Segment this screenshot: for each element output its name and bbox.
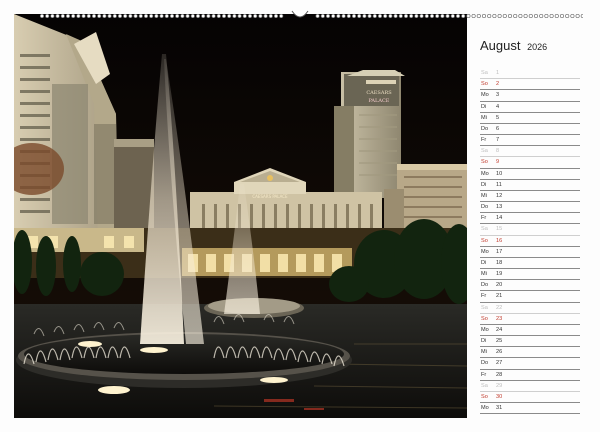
binding-hole bbox=[160, 14, 163, 17]
binding-hole bbox=[51, 14, 54, 17]
day-row bbox=[480, 124, 580, 135]
binding-hole bbox=[207, 14, 210, 17]
weekday-label: So bbox=[481, 237, 488, 244]
binding-hole bbox=[456, 14, 459, 17]
binding-hole bbox=[170, 14, 173, 17]
weekday-label: Mi bbox=[481, 271, 487, 278]
weekday-label: Di bbox=[481, 181, 487, 188]
binding-hole bbox=[134, 14, 137, 17]
binding-hole bbox=[46, 14, 49, 17]
binding-hole bbox=[534, 14, 537, 17]
binding-hole bbox=[519, 14, 522, 17]
weekday-label: Di bbox=[481, 338, 487, 345]
binding-hole bbox=[191, 14, 194, 17]
binding-hole bbox=[384, 14, 387, 17]
binding-hole bbox=[118, 14, 121, 17]
binding-hole bbox=[228, 14, 231, 17]
day-number: 14 bbox=[496, 215, 503, 222]
weekday-label: Mi bbox=[481, 349, 487, 356]
binding-hole bbox=[72, 14, 75, 17]
day-row bbox=[480, 314, 580, 325]
binding-hole bbox=[540, 14, 543, 17]
day-row bbox=[480, 392, 580, 403]
day-number: 16 bbox=[496, 237, 503, 244]
binding-hole bbox=[368, 14, 371, 17]
tower-sign-line1: CAESARS bbox=[366, 90, 392, 96]
weekday-label: Sa bbox=[481, 304, 488, 311]
calendar-panel bbox=[474, 30, 586, 420]
binding-hole bbox=[243, 14, 246, 17]
binding-hole bbox=[326, 14, 329, 17]
binding-hole bbox=[425, 14, 428, 17]
day-row bbox=[480, 224, 580, 235]
day-number: 23 bbox=[496, 315, 503, 322]
day-number: 18 bbox=[496, 259, 503, 266]
day-number: 24 bbox=[496, 326, 503, 333]
binding-hole bbox=[165, 14, 168, 17]
weekday-label: Mo bbox=[481, 92, 489, 99]
day-row bbox=[480, 157, 580, 168]
binding-hole bbox=[274, 14, 277, 17]
day-number: 21 bbox=[496, 293, 503, 300]
binding-hole bbox=[378, 14, 381, 17]
day-number: 1 bbox=[496, 70, 500, 76]
binding-hole bbox=[410, 14, 413, 17]
day-row bbox=[480, 202, 580, 213]
weekday-label: Mo bbox=[481, 170, 489, 177]
binding-hole bbox=[462, 14, 465, 17]
day-row bbox=[480, 358, 580, 369]
weekday-label: Do bbox=[481, 282, 489, 289]
binding-hole bbox=[576, 14, 579, 17]
day-row bbox=[480, 347, 580, 358]
weekday-label: Sa bbox=[481, 226, 488, 233]
binding-hole bbox=[493, 14, 496, 17]
day-row bbox=[480, 90, 580, 101]
binding-hole bbox=[394, 14, 397, 17]
binding-hole bbox=[550, 14, 553, 17]
binding-hole bbox=[139, 14, 142, 17]
day-row bbox=[480, 135, 580, 146]
day-number: 31 bbox=[496, 405, 503, 412]
day-number: 6 bbox=[496, 125, 500, 132]
binding-hole bbox=[581, 14, 583, 17]
day-number: 10 bbox=[496, 170, 503, 177]
weekday-label: Sa bbox=[481, 148, 488, 155]
binding-hole bbox=[113, 14, 116, 17]
weekday-label: Mo bbox=[481, 326, 489, 333]
weekday-label: So bbox=[481, 315, 488, 322]
day-row bbox=[480, 370, 580, 381]
day-number: 30 bbox=[496, 393, 503, 400]
weekday-label: So bbox=[481, 159, 488, 166]
binding-hole bbox=[144, 14, 147, 17]
day-list bbox=[480, 68, 580, 414]
binding-hole bbox=[66, 14, 69, 17]
binding-hole bbox=[259, 14, 262, 17]
day-row bbox=[480, 213, 580, 224]
binding-hole bbox=[467, 14, 470, 17]
day-row bbox=[480, 247, 580, 258]
day-row bbox=[480, 258, 580, 269]
binding-hole bbox=[352, 14, 355, 17]
day-row bbox=[480, 236, 580, 247]
spiral-binding bbox=[38, 12, 583, 20]
day-number: 11 bbox=[496, 181, 502, 188]
binding-hole bbox=[529, 14, 532, 17]
weekday-label: Mi bbox=[481, 192, 487, 199]
day-row bbox=[480, 113, 580, 124]
binding-hole bbox=[472, 14, 475, 17]
day-number: 26 bbox=[496, 349, 503, 356]
binding-hole bbox=[389, 14, 392, 17]
binding-hole bbox=[451, 14, 454, 17]
day-number: 13 bbox=[496, 204, 503, 211]
day-number: 3 bbox=[496, 92, 500, 99]
binding-hole bbox=[98, 14, 101, 17]
binding-hole bbox=[332, 14, 335, 17]
day-number: 19 bbox=[496, 271, 503, 278]
weekday-label: Sa bbox=[481, 382, 488, 389]
day-row bbox=[480, 79, 580, 90]
binding-hole bbox=[92, 14, 95, 17]
binding-hole bbox=[196, 14, 199, 17]
binding-hole bbox=[280, 14, 283, 17]
day-row bbox=[480, 336, 580, 347]
weekday-label: Fr bbox=[481, 137, 487, 144]
binding-hole bbox=[233, 14, 236, 17]
binding-hole bbox=[248, 14, 251, 17]
binding-hole bbox=[430, 14, 433, 17]
weekday-label: Di bbox=[481, 103, 487, 110]
binding-hole bbox=[373, 14, 376, 17]
binding-hole bbox=[202, 14, 205, 17]
binding-hole bbox=[150, 14, 153, 17]
day-number: 12 bbox=[496, 192, 503, 199]
weekday-label: Fr bbox=[481, 371, 487, 378]
binding-hole bbox=[503, 14, 506, 17]
weekday-label: So bbox=[481, 393, 488, 400]
binding-hole bbox=[337, 14, 340, 17]
binding-hole bbox=[56, 14, 59, 17]
binding-hole bbox=[363, 14, 366, 17]
binding-hole bbox=[498, 14, 501, 17]
binding-hole bbox=[129, 14, 132, 17]
binding-hole bbox=[566, 14, 569, 17]
binding-hole bbox=[446, 14, 449, 17]
binding-hole bbox=[488, 14, 491, 17]
hanger-hook-icon bbox=[290, 9, 310, 21]
day-row bbox=[480, 102, 580, 113]
binding-hole bbox=[399, 14, 402, 17]
binding-hole bbox=[321, 14, 324, 17]
weekday-label: Do bbox=[481, 125, 489, 132]
day-number: 25 bbox=[496, 338, 503, 345]
day-number: 15 bbox=[496, 226, 503, 233]
binding-hole bbox=[404, 14, 407, 17]
binding-hole bbox=[545, 14, 548, 17]
day-row bbox=[480, 280, 580, 291]
binding-hole bbox=[482, 14, 485, 17]
binding-hole bbox=[82, 14, 85, 17]
binding-hole bbox=[269, 14, 272, 17]
binding-hole bbox=[176, 14, 179, 17]
day-number: 29 bbox=[496, 382, 503, 389]
day-number: 17 bbox=[496, 248, 503, 255]
weekday-label: Do bbox=[481, 360, 489, 367]
binding-hole bbox=[415, 14, 418, 17]
binding-hole bbox=[524, 14, 527, 17]
binding-hole bbox=[347, 14, 350, 17]
day-number: 22 bbox=[496, 304, 503, 311]
binding-hole bbox=[103, 14, 106, 17]
binding-hole bbox=[358, 14, 361, 17]
binding-hole bbox=[316, 14, 319, 17]
day-number: 5 bbox=[496, 114, 500, 121]
caesars-tower bbox=[334, 70, 405, 198]
day-row bbox=[480, 180, 580, 191]
binding-hole bbox=[124, 14, 127, 17]
binding-hole bbox=[181, 14, 184, 17]
binding-hole bbox=[264, 14, 267, 17]
binding-hole bbox=[560, 14, 563, 17]
binding-hole bbox=[222, 14, 225, 17]
binding-hole bbox=[212, 14, 215, 17]
day-number: 7 bbox=[496, 137, 500, 144]
binding-hole bbox=[87, 14, 90, 17]
day-number: 9 bbox=[496, 159, 500, 166]
day-number: 2 bbox=[496, 81, 500, 88]
day-number: 4 bbox=[496, 103, 500, 110]
binding-hole bbox=[186, 14, 189, 17]
binding-hole bbox=[155, 14, 158, 17]
facade-sign: CAESARS PALACE bbox=[252, 194, 288, 199]
binding-hole bbox=[217, 14, 220, 17]
month-name: August bbox=[480, 38, 521, 53]
month-title bbox=[480, 38, 547, 53]
binding-hole bbox=[477, 14, 480, 17]
day-number: 20 bbox=[496, 282, 503, 289]
weekday-label: So bbox=[481, 81, 488, 88]
photo-scene bbox=[14, 14, 467, 418]
weekday-label: Fr bbox=[481, 215, 487, 222]
weekday-label: Fr bbox=[481, 293, 487, 300]
binding-hole bbox=[571, 14, 574, 17]
weekday-label: Sa bbox=[481, 70, 488, 76]
binding-hole bbox=[342, 14, 345, 17]
day-number: 28 bbox=[496, 371, 503, 378]
binding-hole bbox=[238, 14, 241, 17]
day-row bbox=[480, 146, 580, 157]
tower-sign-line2: PALACE bbox=[368, 98, 390, 104]
binding-hole bbox=[555, 14, 558, 17]
day-row bbox=[480, 169, 580, 180]
day-row bbox=[480, 291, 580, 302]
weekday-label: Mi bbox=[481, 114, 487, 121]
binding-hole bbox=[508, 14, 511, 17]
day-row bbox=[480, 68, 580, 79]
binding-hole bbox=[436, 14, 439, 17]
day-row bbox=[480, 381, 580, 392]
day-row bbox=[480, 325, 580, 336]
binding-hole bbox=[514, 14, 517, 17]
day-row bbox=[480, 403, 580, 414]
weekday-label: Mo bbox=[481, 405, 489, 412]
las-vegas-night-photo bbox=[14, 14, 467, 418]
binding-hole bbox=[254, 14, 257, 17]
binding-hole bbox=[61, 14, 64, 17]
binding-hole bbox=[77, 14, 80, 17]
day-number: 8 bbox=[496, 148, 500, 155]
binding-hole bbox=[441, 14, 444, 17]
day-number: 27 bbox=[496, 360, 503, 367]
day-row bbox=[480, 269, 580, 280]
day-row bbox=[480, 191, 580, 202]
weekday-label: Do bbox=[481, 204, 489, 211]
binding-hole bbox=[420, 14, 423, 17]
binding-hole bbox=[40, 14, 43, 17]
month-year: 2026 bbox=[527, 42, 548, 52]
weekday-label: Mo bbox=[481, 248, 489, 255]
weekday-label: Di bbox=[481, 259, 487, 266]
binding-hole bbox=[108, 14, 111, 17]
day-row bbox=[480, 303, 580, 314]
